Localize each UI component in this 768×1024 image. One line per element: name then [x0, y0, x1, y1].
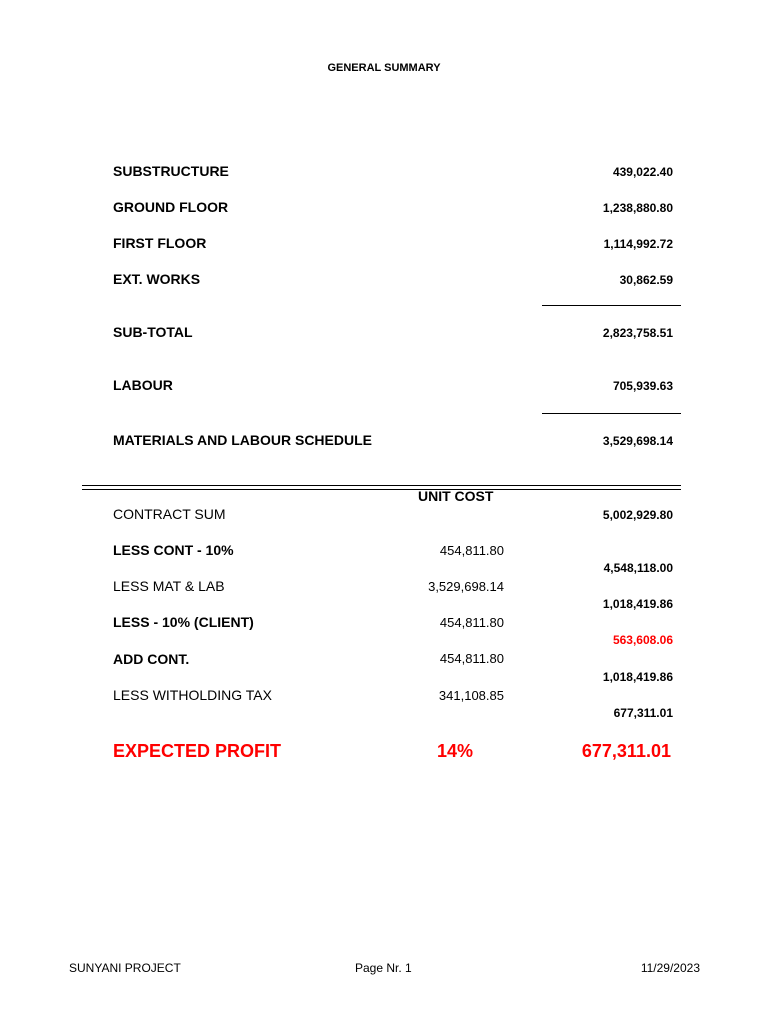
summary-amount-substructure: 439,022.40	[612, 165, 673, 179]
footer-date: 11/29/2023	[640, 961, 700, 975]
adjustment-unit-cost-withholding-tax: 341,108.85	[438, 688, 504, 703]
adjustment-label-less-client: LESS - 10% (CLIENT)	[113, 614, 254, 630]
schedule-rule	[542, 413, 681, 414]
adjustment-unit-cost-less-cont: 454,811.80	[439, 543, 504, 558]
summary-label-first-floor: FIRST FLOOR	[113, 235, 207, 251]
expected-profit-amount: 677,311.01	[581, 741, 671, 761]
subtotal-amount: 2,823,758.51	[602, 326, 673, 340]
page-title: GENERAL SUMMARY	[327, 62, 441, 74]
contract-sum-label: CONTRACT SUM	[113, 506, 226, 522]
adjustment-total-less-cont: 4,548,118.00	[603, 561, 673, 575]
adjustment-label-less-cont: LESS CONT - 10%	[113, 542, 234, 558]
adjustment-unit-cost-add-cont: 454,811.80	[439, 651, 504, 666]
adjustment-total-less-client: 563,608.06	[612, 633, 673, 647]
summary-amount-ext-works: 30,862.59	[619, 273, 673, 287]
adjustment-label-withholding-tax: LESS WITHOLDING TAX	[113, 687, 272, 703]
labour-label: LABOUR	[113, 377, 173, 393]
schedule-label: MATERIALS AND LABOUR SCHEDULE	[113, 432, 372, 448]
summary-label-ground-floor: GROUND FLOOR	[113, 199, 229, 215]
section-divider	[82, 485, 681, 490]
summary-amount-ground-floor: 1,238,880.80	[602, 201, 673, 215]
unit-cost-header: UNIT COST	[418, 488, 494, 504]
adjustment-label-add-cont: ADD CONT.	[113, 651, 190, 667]
contract-sum-amount: 5,002,929.80	[602, 508, 673, 522]
adjustment-total-add-cont: 1,018,419.86	[602, 670, 673, 684]
expected-profit-label: EXPECTED PROFIT	[113, 741, 282, 761]
labour-amount: 705,939.63	[612, 379, 673, 393]
summary-label-ext-works: EXT. WORKS	[113, 271, 201, 287]
adjustment-label-less-mat-lab: LESS MAT & LAB	[113, 578, 225, 594]
adjustment-unit-cost-less-client: 454,811.80	[439, 615, 504, 630]
summary-amount-first-floor: 1,114,992.72	[603, 237, 673, 251]
subtotal-label: SUB-TOTAL	[113, 324, 193, 340]
expected-profit-percent: 14%	[437, 741, 474, 761]
footer-page-number: Page Nr. 1	[355, 961, 412, 975]
footer-project: SUNYANI PROJECT	[69, 961, 181, 975]
subtotal-rule	[542, 305, 681, 306]
schedule-amount: 3,529,698.14	[602, 434, 673, 448]
adjustment-unit-cost-less-mat-lab: 3,529,698.14	[428, 579, 504, 594]
adjustment-total-less-mat-lab: 1,018,419.86	[602, 597, 673, 611]
adjustment-total-withholding-tax: 677,311.01	[613, 706, 673, 720]
summary-label-substructure: SUBSTRUCTURE	[113, 163, 229, 179]
